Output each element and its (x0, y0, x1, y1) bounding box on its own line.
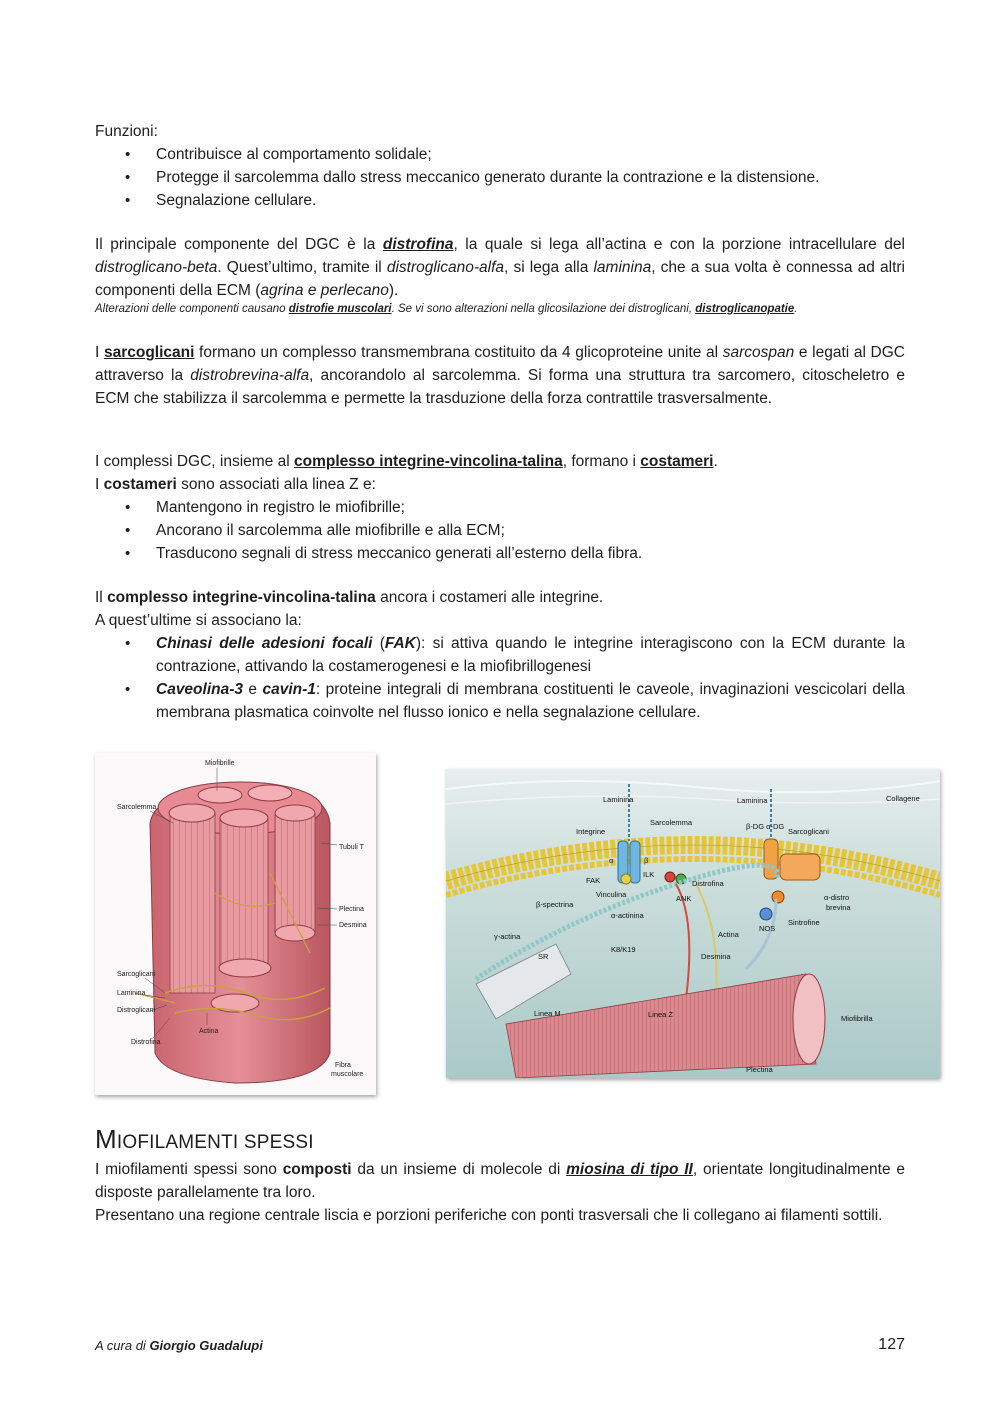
label-beta: β (644, 856, 649, 865)
miofilamenti-paragraph (95, 1158, 905, 1227)
text-span: , ancorandolo al sarcolemma. Si forma una struttura tra sarcomero, citoscheletro e ECM che stabilizza il sarcolemma e permette la trasduzione della forza contrattile trasversalmente. (95, 367, 905, 407)
sarcospan-term: sarcospan (722, 344, 795, 361)
label-laminina: Laminina (117, 990, 146, 997)
text-span: Il (95, 589, 108, 606)
label-sarcoglicani: Sarcoglicani (788, 827, 829, 836)
label-sintrofine: Sintrofine (788, 918, 820, 927)
text-span: I (95, 344, 104, 361)
text-span: ancora i costameri alle integrine. (375, 589, 604, 606)
text-span: Alterazioni delle componenti causano (95, 303, 289, 315)
text-span: , la quale si lega all’actina e con la porzione intracellulare del (453, 236, 905, 253)
distrofina-term: distrofina (382, 236, 454, 253)
complesso-term: complesso integrine-vincolina-talina (107, 589, 376, 606)
title-rest: IOFILAMENTI SPESSI (116, 1132, 314, 1153)
sarcoglicani-term: sarcoglicani (103, 344, 195, 361)
text-span: , formano i (562, 453, 641, 470)
miosina-term: miosina di tipo II (566, 1161, 693, 1178)
list-item: • Mantengono in registro le miofibrille; (95, 496, 905, 519)
list-item: • Segnalazione cellulare. (95, 189, 905, 212)
label-miofibrilla: Miofibrilla (841, 1014, 873, 1023)
list-item: • Protegge il sarcolemma dallo stress meccanico generato durante la contrazione e la distensione. (95, 166, 905, 189)
label-distrofina: Distrofina (692, 879, 724, 888)
caveolina-term: Caveolina-3 (156, 681, 244, 698)
label-actina: Actina (718, 930, 739, 939)
costameri-block (95, 450, 905, 565)
muscle-fiber-figure (95, 753, 376, 1095)
list-item: • Ancorano il sarcolemma alle miofibrille e alla ECM; (95, 519, 905, 542)
title-initial: M (95, 1124, 117, 1154)
agrina-term: agrina e perlecano (260, 282, 389, 299)
distroglicanopatie-term: distroglicanopatie (695, 303, 795, 315)
label-laminina-2: Laminina (737, 796, 768, 805)
label-actina: Actina (199, 1028, 219, 1035)
text-span: , orientate longitudinalmente e disposte parallelamente tra loro. (95, 1161, 905, 1201)
muscle-fiber-illustration (95, 753, 376, 1095)
costamere-figure (446, 769, 940, 1078)
label-plectina: Plectina (746, 1065, 773, 1074)
label-sarcolemma: Sarcolemma (117, 804, 157, 811)
label-vinculina: Vinculina (596, 890, 627, 899)
dgc-note (95, 302, 905, 317)
label-miofibrille: Miofibrille (205, 760, 235, 767)
integrine-list (95, 632, 905, 724)
distrobrevina-term: distrobrevina-alfa (190, 367, 310, 384)
label-k8k19: K8/K19 (611, 945, 636, 954)
label-alfa-actinina: α-actinina (611, 911, 644, 920)
text-span: . (794, 303, 798, 315)
funzioni-title: Funzioni: (95, 123, 158, 140)
text-span: , che a sua volta è connessa ad altri componenti della ECM ( (95, 259, 905, 299)
text-span: da un insieme di molecole di (351, 1161, 567, 1178)
integrine-intro: A quest’ultime si associano la: (95, 612, 302, 629)
label-desmina: Desmina (339, 922, 367, 929)
sarcoglicani-paragraph (95, 341, 905, 410)
laminina-term: laminina (593, 259, 652, 276)
text-span: e (243, 681, 263, 698)
label-muscolare: muscolare (331, 1071, 364, 1078)
text-span: . Quest’ultimo, tramite il (217, 259, 387, 276)
label-tubuli: Tubuli T (339, 844, 364, 851)
label-distrobrevina-2: brevina (826, 903, 851, 912)
integrine-block (95, 586, 905, 724)
label-ank: ANK (676, 894, 692, 903)
label-nos: NOS (759, 924, 776, 933)
text-span: formano un complesso transmembrana costituito da 4 glicoproteine unite al (194, 344, 723, 361)
list-item: • Trasducono segnali di stress meccanico generati all’esterno della fibra. (95, 542, 905, 565)
label-spectrina: β-spectrina (536, 900, 574, 909)
label-sarcolemma: Sarcolemma (650, 818, 693, 827)
label-ilk: ILK (643, 870, 655, 879)
text-span: Il principale componente del DGC è la (95, 236, 383, 253)
costameri-term: costameri (640, 453, 714, 470)
label-linea-m: Linea M (534, 1009, 561, 1018)
label-collagene: Collagene (886, 794, 920, 803)
text-span: sono associati alla linea Z e: (176, 476, 376, 493)
text-span: ). (388, 282, 399, 299)
footer-author (95, 1338, 263, 1353)
miofilamenti-p2: Presentano una regione centrale liscia e porzioni periferiche con ponti trasversali che li collegano ai filamenti sottili. (95, 1207, 883, 1224)
section-title (95, 1124, 314, 1155)
author-name: Giorgio Guadalupi (149, 1338, 263, 1353)
label-integrine: Integrine (576, 827, 606, 836)
funzioni-list (95, 143, 905, 212)
label-alpha: α (609, 856, 614, 865)
label-fibra: Fibra (335, 1062, 351, 1069)
text-span: I miofilamenti spessi sono (95, 1161, 283, 1178)
distroglicano-alfa-term: distroglicano-alfa (386, 259, 505, 276)
funzioni-block (95, 120, 905, 212)
costameri-list (95, 496, 905, 565)
page-number: 127 (878, 1336, 905, 1353)
dgc-paragraph (95, 233, 905, 317)
text-span: , si lega alla (504, 259, 594, 276)
text-span: ( (372, 635, 385, 652)
label-laminina-1: Laminina (603, 795, 634, 804)
distrofie-term: distrofie muscolari (288, 303, 392, 315)
text-span: ): si attiva quando le integrine interagiscono con la ECM durante la contrazione, attivando la costamerogenesi e la miofibrillogenesi (156, 635, 906, 675)
label-desmina: Desmina (701, 952, 731, 961)
text-span: . (713, 453, 718, 470)
text-span: I (95, 476, 104, 493)
text-span: . Se vi sono alterazioni nella glicosilazione dei distroglicani, (391, 303, 696, 315)
label-plectina: Plectina (339, 906, 364, 913)
label-gamma-actina: γ-actina (494, 932, 521, 941)
label-sr: SR (538, 952, 549, 961)
complesso-term: complesso integrine-vincolina-talina (293, 453, 563, 470)
label-distrofina: Distrofina (131, 1039, 161, 1046)
list-item: • Contribuisce al comportamento solidale; (95, 143, 905, 166)
distroglicano-beta-term: distroglicano-beta (95, 259, 218, 276)
text-span: A cura di (95, 1338, 150, 1353)
label-linea-z: Linea Z (648, 1010, 674, 1019)
label-fak: FAK (586, 876, 601, 885)
composti-term: composti (282, 1161, 352, 1178)
label-distroglicani: Distroglicani (117, 1007, 156, 1014)
label-sarcoglicani: Sarcoglicani (117, 971, 156, 978)
fak-term: Chinasi delle adesioni focali (156, 635, 373, 652)
fak-abbr: FAK (384, 635, 416, 652)
label-dg: β-DG α-DG (746, 822, 785, 831)
label-distrobrevina-1: α-distro (824, 893, 850, 902)
list-item (95, 632, 905, 678)
cavin-term: cavin-1 (262, 681, 316, 698)
costamere-illustration (446, 769, 940, 1078)
text-span: e legati al DGC attraverso la (95, 344, 905, 384)
costameri-term: costameri (103, 476, 177, 493)
text-span: I complessi DGC, insieme al (95, 453, 294, 470)
list-item (95, 678, 905, 724)
text-span: : proteine integrali di membrana costituenti le caveole, invaginazioni vescicolari della membrana plasmatica coinvolte nel flusso ionico e nella segnalazione cellulare. (156, 681, 905, 721)
